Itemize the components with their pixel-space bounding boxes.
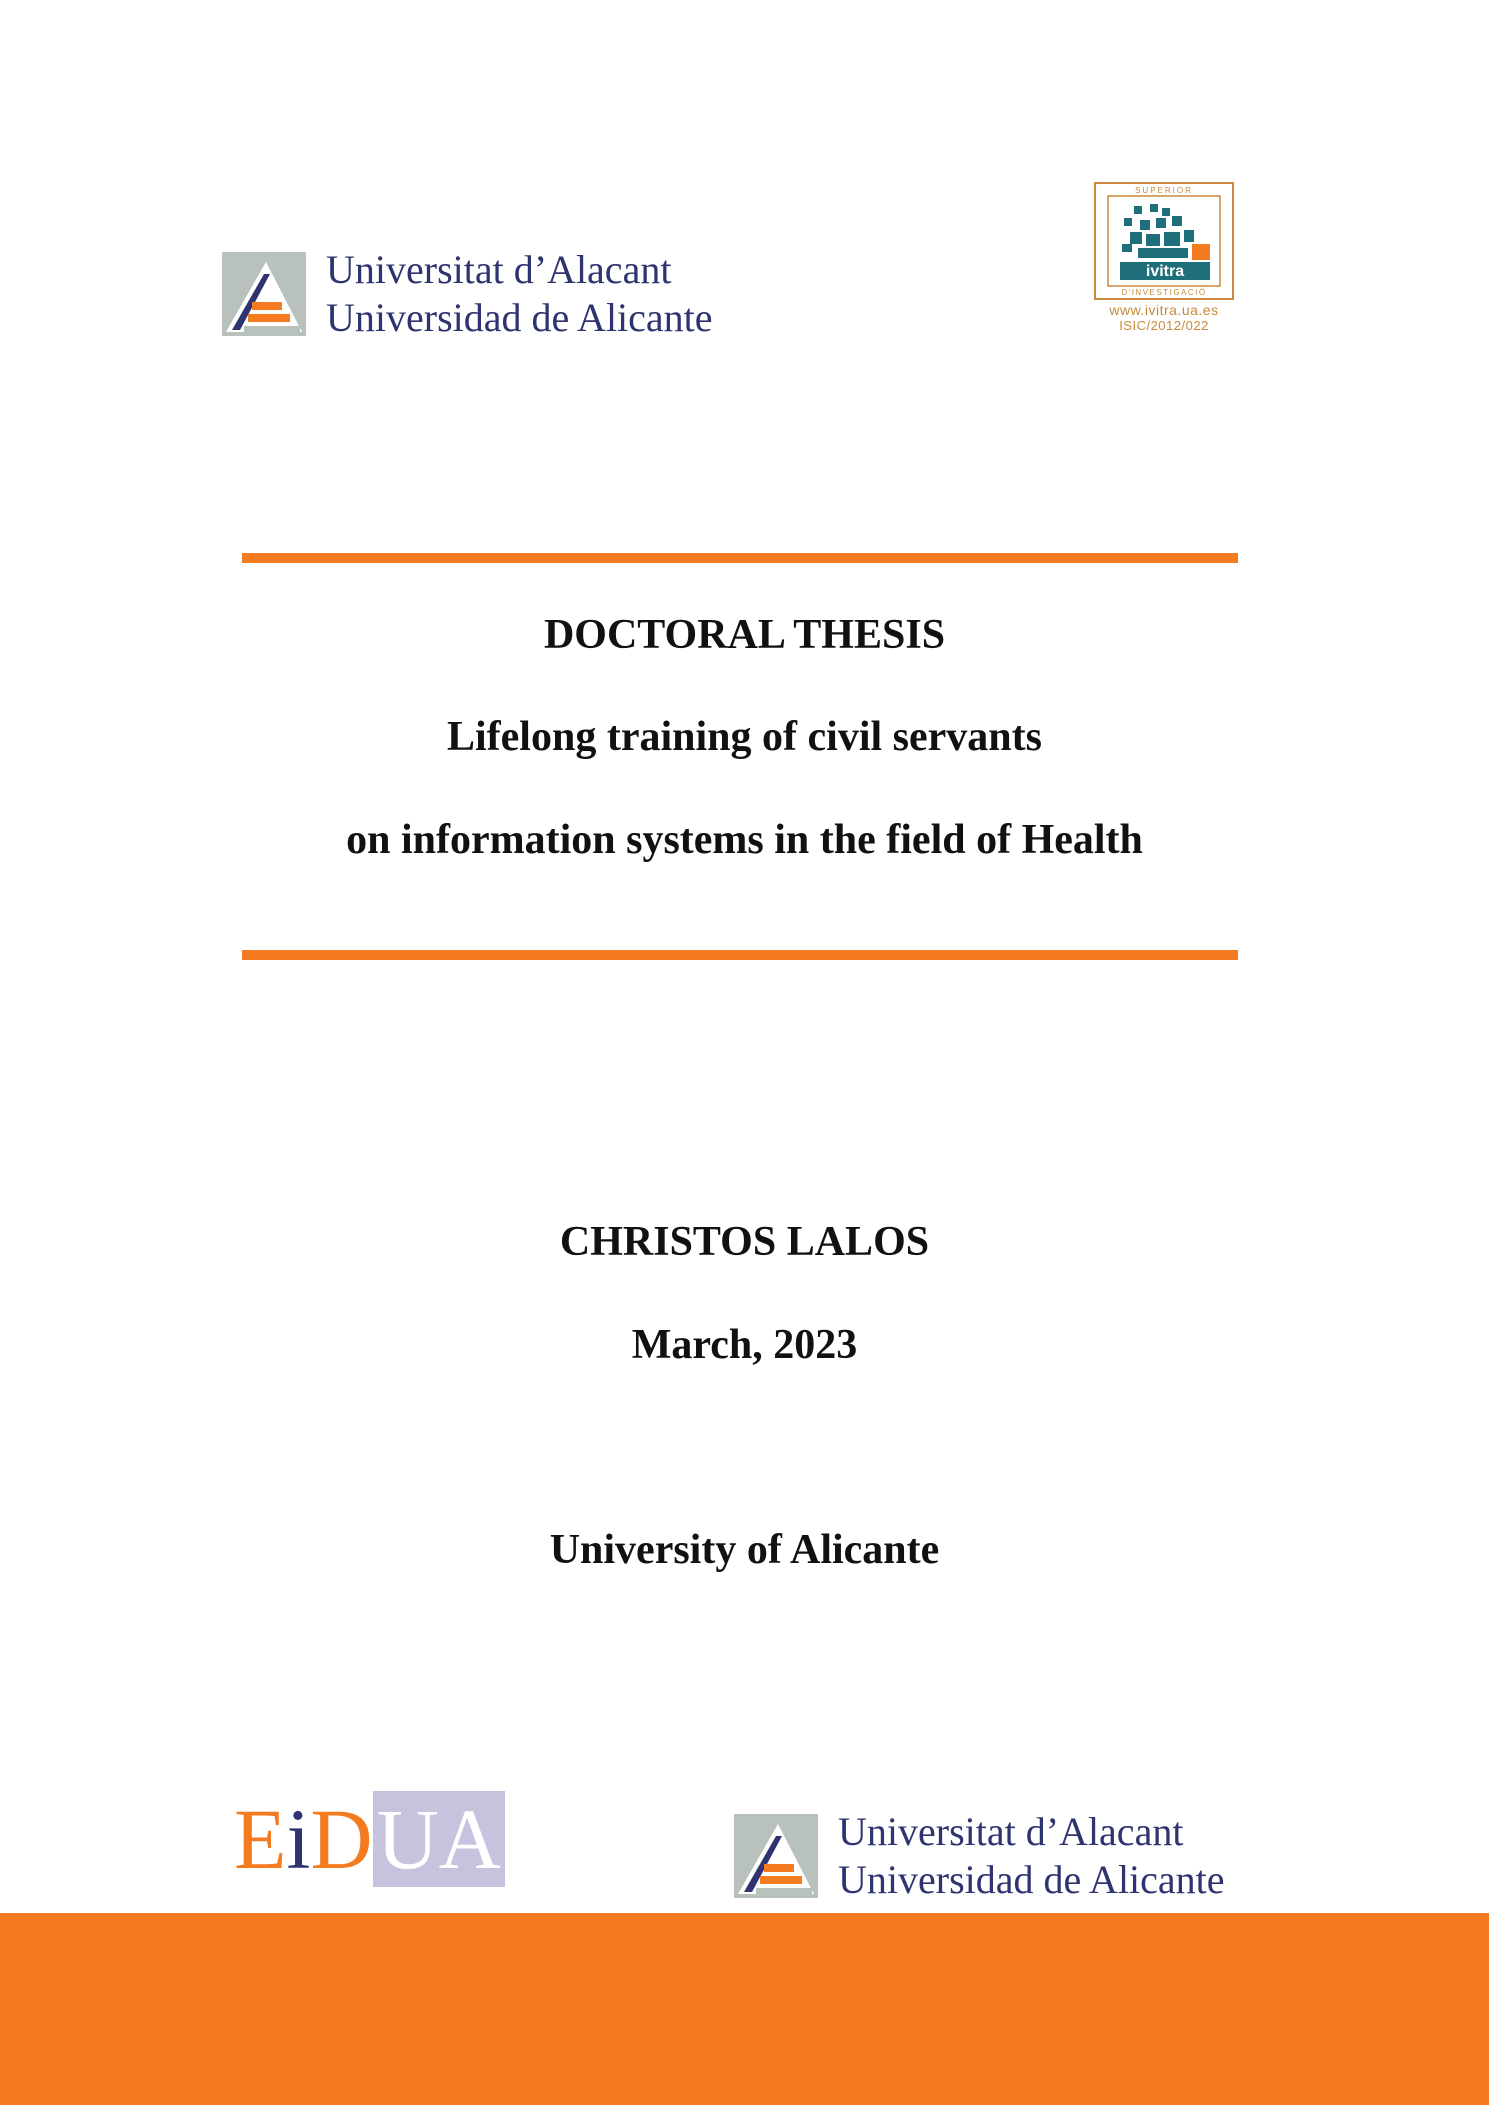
university-logo-bottom-line1: Universitat d’Alacant [838,1809,1184,1854]
ivitra-url: www.ivitra.ua.es [1109,302,1219,318]
ivitra-code: ISIC/2012/022 [1119,318,1209,333]
thesis-title-line1: Lifelong training of civil servants [447,714,1042,760]
top-orange-rule [242,553,1238,563]
ivitra-name: ivitra [1145,263,1185,280]
university-logo-top [222,246,742,346]
eidua-logo [234,1791,501,1887]
university-emblem-icon [734,1814,818,1898]
institution-name: University of Alicante [549,1527,940,1573]
ivitra-seal [1094,182,1234,334]
eidua-letter-d: D [310,1791,373,1887]
university-logo-bottom [734,1808,1254,1908]
eidua-letter-e: E [234,1791,287,1887]
university-emblem-icon [222,252,306,336]
document-type: DOCTORAL THESIS [543,612,946,658]
svg-text:SUPERIOR: SUPERIOR [1135,186,1193,195]
university-logo-line1: Universitat d’Alacant [326,247,672,292]
university-logo-line2: Universidad de Alicante [326,295,713,340]
university-logo-bottom-line2: Universidad de Alicante [838,1857,1225,1902]
bottom-orange-rule [242,950,1238,960]
thesis-title-line2: on information systems in the field of Health [346,817,1143,863]
author-name: CHRISTOS LALOS [559,1219,930,1265]
footer-orange-band [0,1913,1489,2105]
thesis-date: March, 2023 [631,1322,858,1368]
eidua-letters-ua: UA [373,1791,505,1887]
eidua-letter-i: i [286,1791,311,1887]
ivitra-emblem-icon [1094,182,1234,300]
svg-text:D'INVESTIGACIÓ: D'INVESTIGACIÓ [1121,288,1207,297]
